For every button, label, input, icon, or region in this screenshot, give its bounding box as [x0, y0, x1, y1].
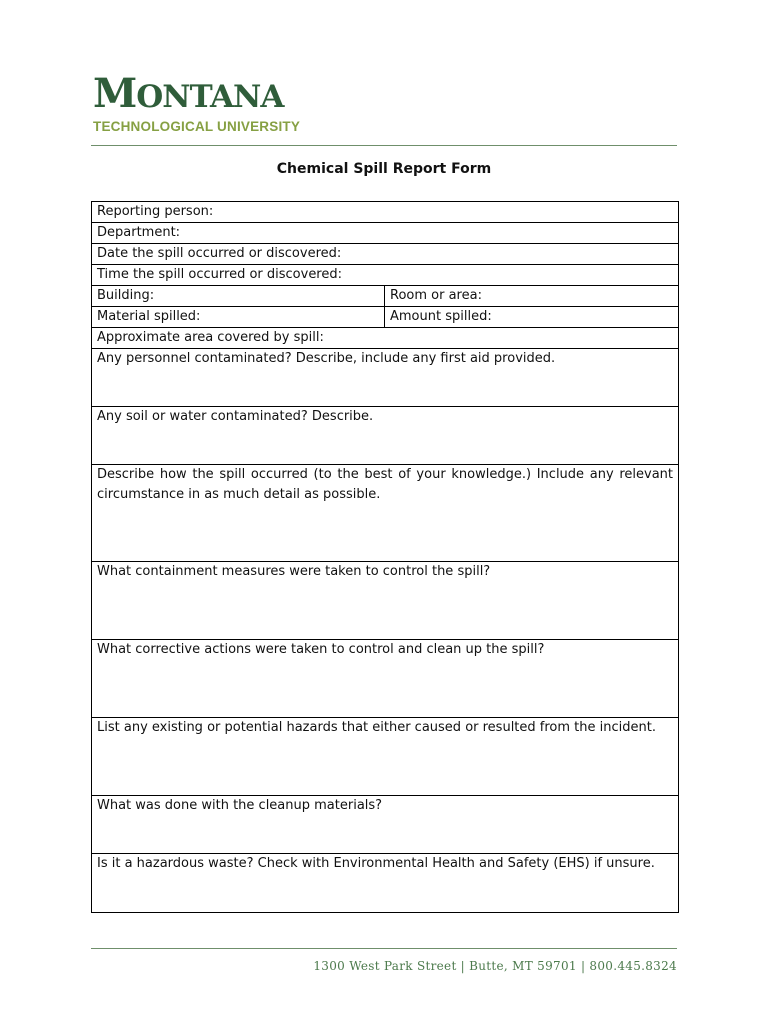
field-how-occurred[interactable]: Describe how the spill occurred (to the best of your knowledge.) Include any relevant circumstance in as much detail as possible. [92, 465, 679, 562]
university-logo [93, 72, 300, 134]
field-room[interactable]: Room or area: [385, 286, 679, 307]
field-containment[interactable]: What containment measures were taken to control the spill? [92, 562, 679, 640]
field-cleanup-materials[interactable]: What was done with the cleanup materials? [92, 796, 679, 854]
field-area[interactable]: Approximate area covered by spill: [92, 328, 679, 349]
field-material[interactable]: Material spilled: [92, 307, 385, 328]
field-department[interactable]: Department: [92, 223, 679, 244]
field-corrective[interactable]: What corrective actions were taken to control and clean up the spill? [92, 640, 679, 718]
footer-divider [91, 948, 677, 949]
form-title: Chemical Spill Report Form [276, 161, 492, 177]
logo-wordmark: MONTANA [93, 70, 284, 117]
field-soil-water[interactable]: Any soil or water contaminated? Describe. [92, 407, 679, 465]
footer-address: 1300 West Park Street | Butte, MT 59701 | 800.445.8324 [313, 959, 677, 973]
field-date[interactable]: Date the spill occurred or discovered: [92, 244, 679, 265]
field-amount[interactable]: Amount spilled: [385, 307, 679, 328]
logo-subtitle: TECHNOLOGICAL UNIVERSITY [93, 119, 301, 134]
field-time[interactable]: Time the spill occurred or discovered: [92, 265, 679, 286]
field-personnel[interactable]: Any personnel contaminated? Describe, include any first aid provided. [92, 349, 679, 407]
field-hazards[interactable]: List any existing or potential hazards that either caused or resulted from the incident. [92, 718, 679, 796]
field-hazardous-waste[interactable]: Is it a hazardous waste? Check with Environmental Health and Safety (EHS) if unsure. [92, 854, 679, 913]
field-reporting-person[interactable]: Reporting person: [92, 202, 679, 223]
spill-report-table [91, 201, 679, 913]
header-divider [91, 145, 677, 146]
field-building[interactable]: Building: [92, 286, 385, 307]
